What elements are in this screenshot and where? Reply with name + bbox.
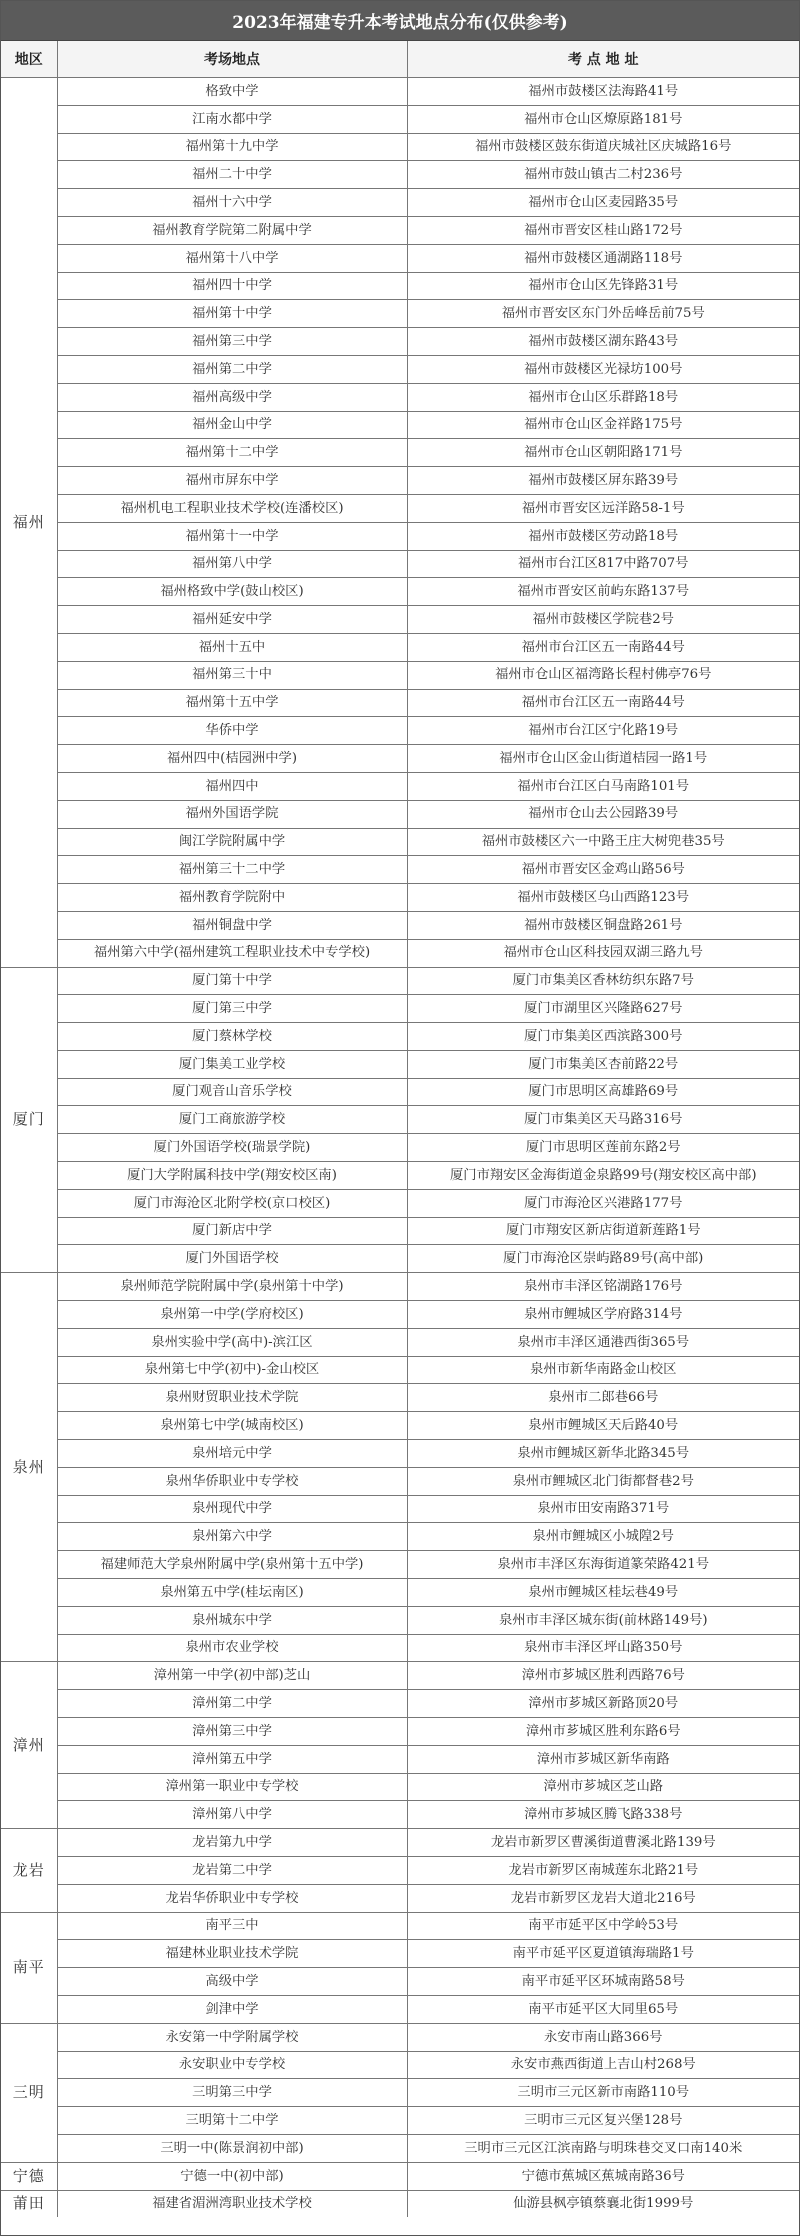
address-cell: 泉州市鲤城区桂坛巷49号	[407, 1579, 799, 1607]
address-cell: 厦门市海沧区兴港路177号	[407, 1189, 799, 1217]
venue-cell: 泉州第六中学	[57, 1523, 407, 1551]
table-row	[1, 1217, 799, 1245]
address-cell: 福州市鼓楼区光禄坊100号	[407, 355, 799, 383]
venue-cell: 泉州第五中学(桂坛南区)	[57, 1579, 407, 1607]
address-cell: 福州市鼓楼区乌山西路123号	[407, 884, 799, 912]
table-row	[1, 1301, 799, 1329]
venue-cell: 厦门市海沧区北附学校(京口校区)	[57, 1189, 407, 1217]
venue-cell: 厦门集美工业学校	[57, 1050, 407, 1078]
header-address: 考 点 地 址	[407, 41, 799, 78]
table-row	[1, 1773, 799, 1801]
region-cell: 厦门	[1, 967, 57, 1273]
address-cell: 福州市鼓楼区铜盘路261号	[407, 911, 799, 939]
table-row	[1, 689, 799, 717]
table-row	[1, 161, 799, 189]
table-row	[1, 383, 799, 411]
address-cell: 泉州市丰泽区城东街(前林路149号)	[407, 1606, 799, 1634]
venue-cell: 福州教育学院附中	[57, 884, 407, 912]
table-row	[1, 1995, 799, 2023]
address-cell: 龙岩市新罗区龙岩大道北216号	[407, 1884, 799, 1912]
address-cell: 福州市鼓楼区通湖路118号	[407, 244, 799, 272]
header-region: 地区	[1, 41, 57, 78]
address-cell: 永安市燕西街道上吉山村268号	[407, 2051, 799, 2079]
venue-cell: 福建师范大学泉州附属中学(泉州第十五中学)	[57, 1551, 407, 1579]
address-cell: 福州市鼓楼区湖东路43号	[407, 328, 799, 356]
region-cell: 福州	[1, 78, 57, 968]
address-cell: 泉州市鲤城区北门街都督巷2号	[407, 1467, 799, 1495]
venue-cell: 厦门大学附属科技中学(翔安校区南)	[57, 1162, 407, 1190]
venue-cell: 福建省湄洲湾职业技术学校	[57, 2190, 407, 2217]
venue-cell: 泉州实验中学(高中)-滨江区	[57, 1328, 407, 1356]
venue-cell: 江南水都中学	[57, 105, 407, 133]
header-row	[1, 41, 799, 78]
table-row	[1, 1189, 799, 1217]
address-cell: 福州市仓山区金祥路175号	[407, 411, 799, 439]
venue-cell: 福州四中	[57, 772, 407, 800]
venue-cell: 福州第十八中学	[57, 244, 407, 272]
address-cell: 三明市三元区新市南路110号	[407, 2079, 799, 2107]
region-cell: 漳州	[1, 1662, 57, 1829]
venue-cell: 福州铜盘中学	[57, 911, 407, 939]
address-cell: 漳州市芗城区新路顶20号	[407, 1690, 799, 1718]
table-row	[1, 1384, 799, 1412]
table-row	[1, 1551, 799, 1579]
table-row	[1, 2051, 799, 2079]
table-row	[1, 328, 799, 356]
table-row	[1, 745, 799, 773]
region-cell: 莆田	[1, 2190, 57, 2217]
venue-cell: 龙岩第二中学	[57, 1857, 407, 1885]
table-row	[1, 1690, 799, 1718]
exam-location-table	[1, 41, 799, 2217]
venue-cell: 泉州第七中学(初中)-金山校区	[57, 1356, 407, 1384]
venue-cell: 三明第三中学	[57, 2079, 407, 2107]
venue-cell: 福州高级中学	[57, 383, 407, 411]
address-cell: 福州市仓山区金山街道桔园一路1号	[407, 745, 799, 773]
sheet-title: 2023年福建专升本考试地点分布(仅供参考)	[1, 1, 799, 41]
address-cell: 福州市台江区宁化路19号	[407, 717, 799, 745]
venue-cell: 泉州市农业学校	[57, 1634, 407, 1662]
address-cell: 厦门市集美区杏前路22号	[407, 1050, 799, 1078]
venue-cell: 泉州第七中学(城南校区)	[57, 1412, 407, 1440]
address-cell: 厦门市海沧区崇屿路89号(高中部)	[407, 1245, 799, 1273]
table-row	[1, 1829, 799, 1857]
address-cell: 龙岩市新罗区曹溪街道曹溪北路139号	[407, 1829, 799, 1857]
table-row	[1, 300, 799, 328]
address-cell: 漳州市芗城区芝山路	[407, 1773, 799, 1801]
venue-cell: 福州第十五中学	[57, 689, 407, 717]
address-cell: 福州市鼓楼区六一中路王庄大树兜巷35号	[407, 828, 799, 856]
venue-cell: 漳州第三中学	[57, 1718, 407, 1746]
address-cell: 泉州市鲤城区小城隍2号	[407, 1523, 799, 1551]
table-row	[1, 522, 799, 550]
address-cell: 仙游县枫亭镇蔡襄北街1999号	[407, 2190, 799, 2217]
address-cell: 福州市仓山区乐群路18号	[407, 383, 799, 411]
address-cell: 福州市鼓楼区法海路41号	[407, 78, 799, 106]
table-row	[1, 2162, 799, 2190]
table-row	[1, 828, 799, 856]
venue-cell: 厦门工商旅游学校	[57, 1106, 407, 1134]
venue-cell: 泉州培元中学	[57, 1440, 407, 1468]
venue-cell: 漳州第一中学(初中部)芝山	[57, 1662, 407, 1690]
address-cell: 漳州市芗城区新华南路	[407, 1745, 799, 1773]
table-row	[1, 189, 799, 217]
table-row	[1, 1968, 799, 1996]
address-cell: 厦门市湖里区兴隆路627号	[407, 995, 799, 1023]
venue-cell: 华侨中学	[57, 717, 407, 745]
address-cell: 泉州市丰泽区坪山路350号	[407, 1634, 799, 1662]
table-row	[1, 411, 799, 439]
address-cell: 厦门市集美区香林纺织东路7号	[407, 967, 799, 995]
venue-cell: 剑津中学	[57, 1995, 407, 2023]
address-cell: 福州市仓山区先锋路31号	[407, 272, 799, 300]
venue-cell: 厦门第十中学	[57, 967, 407, 995]
address-cell: 龙岩市新罗区南城莲东北路21号	[407, 1857, 799, 1885]
venue-cell: 泉州城东中学	[57, 1606, 407, 1634]
address-cell: 漳州市芗城区胜利东路6号	[407, 1718, 799, 1746]
address-cell: 福州市仓山区燎原路181号	[407, 105, 799, 133]
venue-cell: 福州教育学院第二附属中学	[57, 216, 407, 244]
table-row	[1, 133, 799, 161]
table-row	[1, 494, 799, 522]
address-cell: 泉州市新华南路金山校区	[407, 1356, 799, 1384]
table-row	[1, 1134, 799, 1162]
address-cell: 福州市晋安区桂山路172号	[407, 216, 799, 244]
address-cell: 三明市三元区复兴堡128号	[407, 2107, 799, 2135]
address-cell: 南平市延平区大同里65号	[407, 1995, 799, 2023]
table-row	[1, 2190, 799, 2217]
venue-cell: 福州第十二中学	[57, 439, 407, 467]
venue-cell: 福州第十一中学	[57, 522, 407, 550]
address-cell: 泉州市鲤城区学府路314号	[407, 1301, 799, 1329]
address-cell: 泉州市二郎巷66号	[407, 1384, 799, 1412]
venue-cell: 闽江学院附属中学	[57, 828, 407, 856]
table-row	[1, 633, 799, 661]
venue-cell: 福州外国语学院	[57, 800, 407, 828]
table-row	[1, 105, 799, 133]
table-row	[1, 606, 799, 634]
table-row	[1, 272, 799, 300]
venue-cell: 福州第十九中学	[57, 133, 407, 161]
venue-cell: 泉州财贸职业技术学院	[57, 1384, 407, 1412]
venue-cell: 厦门观音山音乐学校	[57, 1078, 407, 1106]
table-row	[1, 1940, 799, 1968]
table-row	[1, 717, 799, 745]
venue-cell: 漳州第五中学	[57, 1745, 407, 1773]
venue-cell: 福州二十中学	[57, 161, 407, 189]
address-cell: 福州市晋安区远洋路58-1号	[407, 494, 799, 522]
venue-cell: 南平三中	[57, 1912, 407, 1940]
venue-cell: 厦门外国语学校(瑞景学院)	[57, 1134, 407, 1162]
address-cell: 福州市鼓楼区学院巷2号	[407, 606, 799, 634]
table-row	[1, 355, 799, 383]
table-row	[1, 1912, 799, 1940]
venue-cell: 高级中学	[57, 1968, 407, 1996]
table-row	[1, 1356, 799, 1384]
venue-cell: 福州四十中学	[57, 272, 407, 300]
table-row	[1, 1328, 799, 1356]
table-row	[1, 772, 799, 800]
table-row	[1, 1745, 799, 1773]
table-row	[1, 800, 799, 828]
table-row	[1, 2134, 799, 2162]
venue-cell: 福州四中(桔园洲中学)	[57, 745, 407, 773]
table-row	[1, 939, 799, 967]
venue-cell: 宁德一中(初中部)	[57, 2162, 407, 2190]
table-row	[1, 1440, 799, 1468]
address-cell: 泉州市丰泽区通港西街365号	[407, 1328, 799, 1356]
table-row	[1, 578, 799, 606]
venue-cell: 泉州华侨职业中专学校	[57, 1467, 407, 1495]
region-cell: 宁德	[1, 2162, 57, 2190]
table-row	[1, 1467, 799, 1495]
address-cell: 厦门市翔安区新店街道新莲路1号	[407, 1217, 799, 1245]
venue-cell: 三明一中(陈景润初中部)	[57, 2134, 407, 2162]
venue-cell: 泉州第一中学(学府校区)	[57, 1301, 407, 1329]
address-cell: 福州市仓山区朝阳路171号	[407, 439, 799, 467]
region-cell: 龙岩	[1, 1829, 57, 1912]
venue-cell: 福州第三十二中学	[57, 856, 407, 884]
table-row	[1, 244, 799, 272]
venue-cell: 福州第八中学	[57, 550, 407, 578]
address-cell: 南平市延平区夏道镇海瑞路1号	[407, 1940, 799, 1968]
header-venue: 考场地点	[57, 41, 407, 78]
address-cell: 漳州市芗城区腾飞路338号	[407, 1801, 799, 1829]
table-row	[1, 2079, 799, 2107]
venue-cell: 福州格致中学(鼓山校区)	[57, 578, 407, 606]
address-cell: 福州市台江区五一南路44号	[407, 633, 799, 661]
table-row	[1, 1523, 799, 1551]
address-cell: 福州市台江区五一南路44号	[407, 689, 799, 717]
address-cell: 三明市三元区江滨南路与明珠巷交叉口南140米	[407, 2134, 799, 2162]
address-cell: 福州市仓山区麦园路35号	[407, 189, 799, 217]
venue-cell: 厦门蔡林学校	[57, 1023, 407, 1051]
address-cell: 泉州市丰泽区铭湖路176号	[407, 1273, 799, 1301]
address-cell: 福州市仓山区科技园双湖三路九号	[407, 939, 799, 967]
table-header	[1, 41, 799, 78]
table-row	[1, 911, 799, 939]
table-row	[1, 1023, 799, 1051]
venue-cell: 厦门新店中学	[57, 1217, 407, 1245]
venue-cell: 永安职业中专学校	[57, 2051, 407, 2079]
address-cell: 泉州市田安南路371号	[407, 1495, 799, 1523]
venue-cell: 漳州第八中学	[57, 1801, 407, 1829]
venue-cell: 福州第三十中	[57, 661, 407, 689]
address-cell: 泉州市鲤城区新华北路345号	[407, 1440, 799, 1468]
table-row	[1, 1884, 799, 1912]
address-cell: 福州市台江区白马南路101号	[407, 772, 799, 800]
table-row	[1, 1606, 799, 1634]
address-cell: 福州市鼓楼区劳动路18号	[407, 522, 799, 550]
region-cell: 泉州	[1, 1273, 57, 1662]
venue-cell: 漳州第一职业中专学校	[57, 1773, 407, 1801]
address-cell: 南平市延平区中学岭53号	[407, 1912, 799, 1940]
venue-cell: 福州第十中学	[57, 300, 407, 328]
address-cell: 福州市仓山去公园路39号	[407, 800, 799, 828]
venue-cell: 福州市屏东中学	[57, 467, 407, 495]
venue-cell: 福州第三中学	[57, 328, 407, 356]
venue-cell: 福州第六中学(福州建筑工程职业技术中专学校)	[57, 939, 407, 967]
venue-cell: 福州十五中	[57, 633, 407, 661]
table-row	[1, 2023, 799, 2051]
venue-cell: 漳州第二中学	[57, 1690, 407, 1718]
address-cell: 福州市鼓楼区屏东路39号	[407, 467, 799, 495]
table-row	[1, 1162, 799, 1190]
address-cell: 福州市晋安区东门外岳峰岳前75号	[407, 300, 799, 328]
table-row	[1, 1857, 799, 1885]
address-cell: 宁德市蕉城区蕉城南路36号	[407, 2162, 799, 2190]
table-row	[1, 439, 799, 467]
table-row	[1, 661, 799, 689]
address-cell: 福州市晋安区金鸡山路56号	[407, 856, 799, 884]
table-row	[1, 216, 799, 244]
table-row	[1, 967, 799, 995]
address-cell: 福州市鼓楼区鼓东街道庆城社区庆城路16号	[407, 133, 799, 161]
venue-cell: 福州机电工程职业技术学校(连潘校区)	[57, 494, 407, 522]
table-row	[1, 1495, 799, 1523]
region-cell: 三明	[1, 2023, 57, 2162]
table-row	[1, 1273, 799, 1301]
table-row	[1, 1245, 799, 1273]
address-cell: 泉州市丰泽区东海街道篆荣路421号	[407, 1551, 799, 1579]
address-cell: 南平市延平区环城南路58号	[407, 1968, 799, 1996]
table-row	[1, 995, 799, 1023]
address-cell: 厦门市翔安区金海街道金泉路99号(翔安校区高中部)	[407, 1162, 799, 1190]
table-row	[1, 884, 799, 912]
table-row	[1, 1801, 799, 1829]
table-row	[1, 1078, 799, 1106]
address-cell: 福州市仓山区福湾路长程村佛亭76号	[407, 661, 799, 689]
table-row	[1, 1579, 799, 1607]
table-body	[1, 78, 799, 2218]
venue-cell: 永安第一中学附属学校	[57, 2023, 407, 2051]
address-cell: 厦门市集美区天马路316号	[407, 1106, 799, 1134]
venue-cell: 福州延安中学	[57, 606, 407, 634]
venue-cell: 泉州师范学院附属中学(泉州第十中学)	[57, 1273, 407, 1301]
address-cell: 福州市鼓山镇古二村236号	[407, 161, 799, 189]
address-cell: 永安市南山路366号	[407, 2023, 799, 2051]
table-row	[1, 1050, 799, 1078]
venue-cell: 厦门第三中学	[57, 995, 407, 1023]
address-cell: 厦门市思明区高雄路69号	[407, 1078, 799, 1106]
table-row	[1, 1412, 799, 1440]
venue-cell: 格致中学	[57, 78, 407, 106]
venue-cell: 福建林业职业技术学院	[57, 1940, 407, 1968]
venue-cell: 三明第十二中学	[57, 2107, 407, 2135]
table-row	[1, 550, 799, 578]
table-row	[1, 467, 799, 495]
address-cell: 福州市台江区817中路707号	[407, 550, 799, 578]
venue-cell: 福州金山中学	[57, 411, 407, 439]
table-row	[1, 1634, 799, 1662]
venue-cell: 泉州现代中学	[57, 1495, 407, 1523]
venue-cell: 福州十六中学	[57, 189, 407, 217]
table-row	[1, 1662, 799, 1690]
venue-cell: 龙岩华侨职业中专学校	[57, 1884, 407, 1912]
table-row	[1, 1106, 799, 1134]
table-row	[1, 2107, 799, 2135]
table-row	[1, 1718, 799, 1746]
address-cell: 厦门市思明区莲前东路2号	[407, 1134, 799, 1162]
region-cell: 南平	[1, 1912, 57, 2023]
table-row	[1, 856, 799, 884]
address-cell: 厦门市集美区西滨路300号	[407, 1023, 799, 1051]
table-row	[1, 78, 799, 106]
venue-cell: 龙岩第九中学	[57, 1829, 407, 1857]
address-cell: 泉州市鲤城区天后路40号	[407, 1412, 799, 1440]
venue-cell: 福州第二中学	[57, 355, 407, 383]
address-cell: 福州市晋安区前屿东路137号	[407, 578, 799, 606]
venue-cell: 厦门外国语学校	[57, 1245, 407, 1273]
address-cell: 漳州市芗城区胜利西路76号	[407, 1662, 799, 1690]
